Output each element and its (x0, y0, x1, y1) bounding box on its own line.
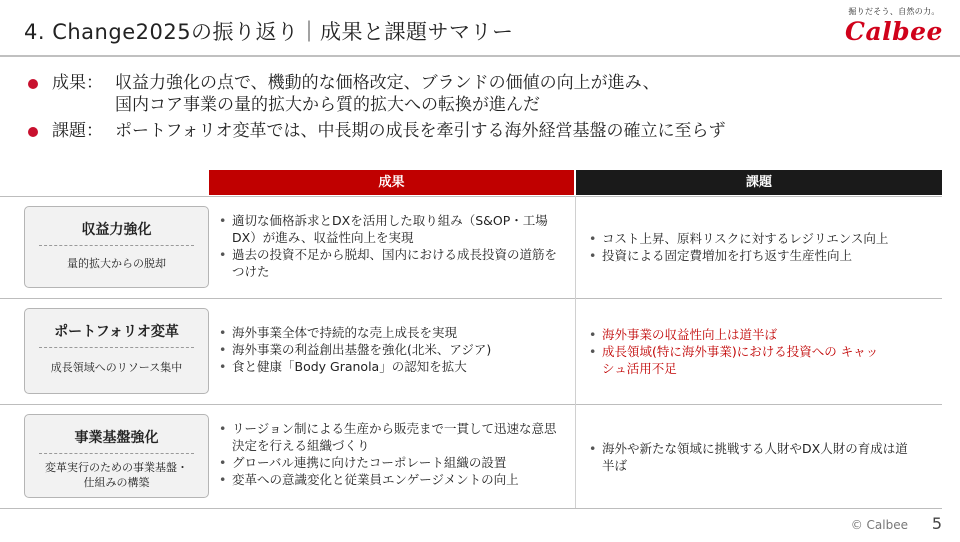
bullet-line: 収益力強化の点で、機動的な価格改定、ブランドの価値の向上が進み、 (115, 73, 660, 93)
results-list (218, 420, 568, 488)
row-divider (0, 196, 942, 197)
list-item: • 海外事業の収益性向上は道半ば (588, 326, 888, 343)
calbee-logo: Calbee (845, 17, 943, 46)
category-subtitle-line: 仕組みの構築 (83, 476, 150, 489)
category-subtitle-line: 変革実行のための事業基盤・ (45, 461, 188, 474)
category-title: 収益力強化 (81, 222, 152, 238)
bullet-text (115, 120, 725, 142)
column-divider (575, 196, 576, 298)
list-item: • 投資による固定費増加を打ち返す生産性向上 (588, 247, 933, 264)
slide-header (0, 0, 960, 58)
category-box (24, 206, 209, 288)
list-item: • 変革への意識変化と従業員エンゲージメントの向上 (218, 471, 568, 488)
category-subtitle (25, 454, 208, 490)
brand-block (842, 6, 946, 47)
results-list (218, 212, 568, 280)
header-divider (0, 55, 960, 57)
page-number: 5 (931, 514, 942, 533)
list-item: • 適切な価格訴求とDXを活用した取り組み（S&OP・工場DX）が進み、収益性向上を実現 (218, 212, 568, 246)
issues-list (588, 326, 888, 377)
list-item: • 食と健康「Body Granola」の認知を拡大 (218, 358, 568, 375)
row-divider (0, 404, 942, 405)
bullet-line: ポートフォリオ変革では、中長期の成長を牽引する海外経営基盤の確立に至らず (115, 121, 726, 141)
copyright-text: © Calbee (850, 518, 908, 532)
category-box (24, 308, 209, 394)
summary-bullet-results (28, 72, 928, 116)
column-divider (575, 404, 576, 508)
results-list (218, 324, 568, 375)
bullet-line: 国内コア事業の量的拡大から質的拡大への転換が進んだ (115, 95, 540, 115)
category-title: 事業基盤強化 (74, 430, 159, 446)
summary-bullet-issues (28, 120, 928, 142)
issues-list (588, 440, 908, 474)
category-subtitle: 量的拡大からの脱却 (67, 257, 166, 270)
bullet-text (115, 72, 660, 116)
row-divider (0, 298, 942, 299)
list-item: • 成長領域(特に海外事業)における投資への キャッシュ活用不足 (588, 343, 888, 377)
list-item: • コスト上昇、原料リスクに対するレジリエンス向上 (588, 230, 933, 247)
category-title: ポートフォリオ変革 (54, 324, 179, 340)
list-item: • 海外事業の利益創出基盤を強化(北米、アジア) (218, 341, 568, 358)
results-column-header: 成果 (209, 170, 574, 195)
column-divider (575, 298, 576, 404)
list-item: • 海外事業全体で持続的な売上成長を実現 (218, 324, 568, 341)
page-title: 4. Change2025の振り返り｜成果と課題サマリー (24, 20, 514, 44)
bullet-dot-icon (28, 127, 38, 137)
category-subtitle: 成長領域へのリソース集中 (50, 361, 183, 374)
issues-list (588, 230, 933, 264)
list-item: • リージョン制による生産から販売まで一貫して迅速な意思決定を行える組織づくり (218, 420, 568, 454)
bullet-label: 課題： (52, 121, 103, 141)
brand-tagline: 掘りだそう、自然の力。 (848, 7, 940, 16)
list-item: • 過去の投資不足から脱却、国内における成長投資の道筋をつけた (218, 246, 568, 280)
summary-bullets (28, 72, 928, 146)
bullet-dot-icon (28, 79, 38, 89)
list-item: • グローバル連携に向けたコーポレート組織の設置 (218, 454, 568, 471)
bullet-label: 成果： (52, 73, 103, 93)
category-box (24, 414, 209, 498)
list-item: • 海外や新たな領域に挑戦する人財やDX人財の育成は道半ば (588, 440, 908, 474)
row-divider (0, 508, 942, 509)
issues-column-header: 課題 (576, 170, 942, 195)
